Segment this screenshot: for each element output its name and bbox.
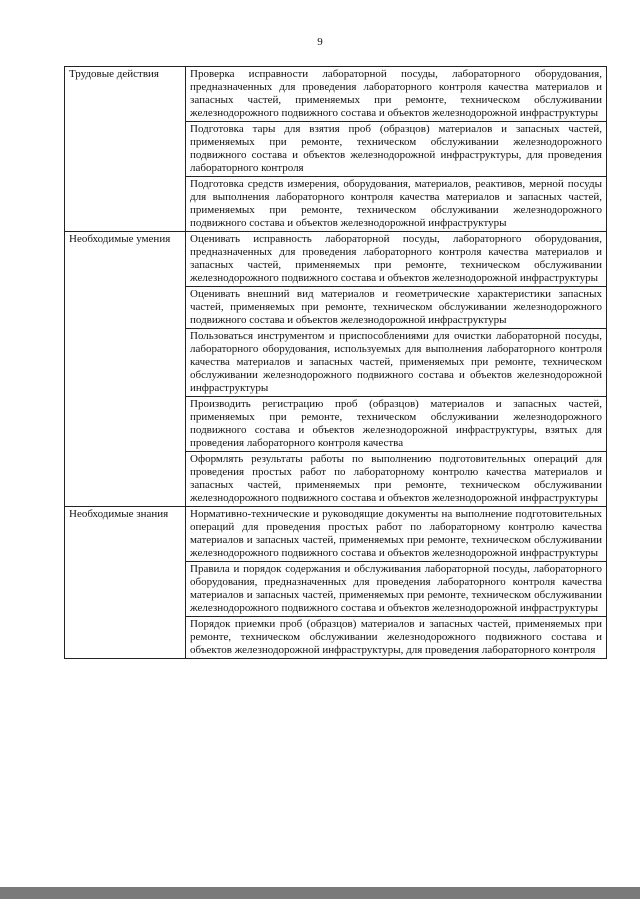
table-row [65, 232, 607, 287]
table-cell-text: Нормативно-технические и руководящие документы на выполнение подготовительных операций для проведения простых работ по лабораторному контролю качества материалов и запасных частей, применяемых при ремонте, техническом обслуживании железнодорожного подвижного состава и объектов железнодорожной инфраструктуры [186, 507, 607, 562]
row-label-required-skills: Необходимые умения [65, 232, 186, 507]
table-row [65, 67, 607, 122]
table-cell-text: Подготовка средств измерения, оборудования, материалов, реактивов, мерной посуды для выполнения лабораторного контроля качества материалов и запасных частей, применяемых при ремонте, техническом обслуживании железнодорожного подвижного состава и объектов железнодорожной инфраструктуры [186, 177, 607, 232]
table-cell-text: Оформлять результаты работы по выполнению подготовительных операций для проведения простых работ по лабораторному контролю качества материалов и запасных частей, применяемых при ремонте, техническом обслуживании железнодорожного подвижного состава и объектов железнодорожной инфраструктуры [186, 452, 607, 507]
job-function-table [64, 66, 607, 659]
table-cell-text: Оценивать исправность лабораторной посуды, лабораторного оборудования, предназначенных для проведения лабораторного контроля качества материалов и запасных частей, применяемых при ремонте, техническом обслуживании железнодорожного подвижного состава и объектов железнодорожной инфраструктуры [186, 232, 607, 287]
table-cell-text: Порядок приемки проб (образцов) материалов и запасных частей, применяемых при ремонте, техническом обслуживании железнодорожного подвижного состава и объектов железнодорожной инфраструктуры, для проведения лабораторного контроля [186, 617, 607, 659]
table-cell-text: Пользоваться инструментом и приспособлениями для очистки лабораторной посуды, лабораторного оборудования, используемых для выполнения лабораторного контроля качества материалов и запасных частей, применяемых при ремонте, техническом обслуживании железнодорожного подвижного состава и объектов железнодорожной инфраструктуры [186, 329, 607, 397]
table-cell-text: Оценивать внешний вид материалов и геометрические характеристики запасных частей, применяемых при ремонте, техническом обслуживании железнодорожного подвижного состава и объектов железнодорожной инфраструктуры [186, 287, 607, 329]
table-cell-text: Производить регистрацию проб (образцов) материалов и запасных частей, применяемых при ремонте, техническом обслуживании железнодорожного подвижного состава и объектов железнодорожной инфраструктуры, взятых для проведения лабораторного контроля качества [186, 397, 607, 452]
table-row [65, 507, 607, 562]
table-cell-text: Подготовка тары для взятия проб (образцов) материалов и запасных частей, применяемых при ремонте, техническом обслуживании железнодорожного подвижного состава и объектов железнодорожной инфраструктуры, для проведения лабораторного контроля [186, 122, 607, 177]
page-number: 9 [317, 36, 323, 48]
row-label-labor-actions: Трудовые действия [65, 67, 186, 232]
table-cell-text: Проверка исправности лабораторной посуды, лабораторного оборудования, предназначенных для проведения лабораторного контроля качества материалов и запасных частей, применяемых при ремонте, техническом обслуживании железнодорожного подвижного состава и объектов железнодорожной инфраструктуры [186, 67, 607, 122]
scan-edge-band [0, 887, 640, 899]
row-label-required-knowledge: Необходимые знания [65, 507, 186, 659]
table-cell-text: Правила и порядок содержания и обслуживания лабораторной посуды, лабораторного оборудования, предназначенных для проведения лабораторного контроля качества материалов и запасных частей, применяемых при ремонте, техническом обслуживании железнодорожного подвижного состава и объектов железнодорожной инфраструктуры [186, 562, 607, 617]
